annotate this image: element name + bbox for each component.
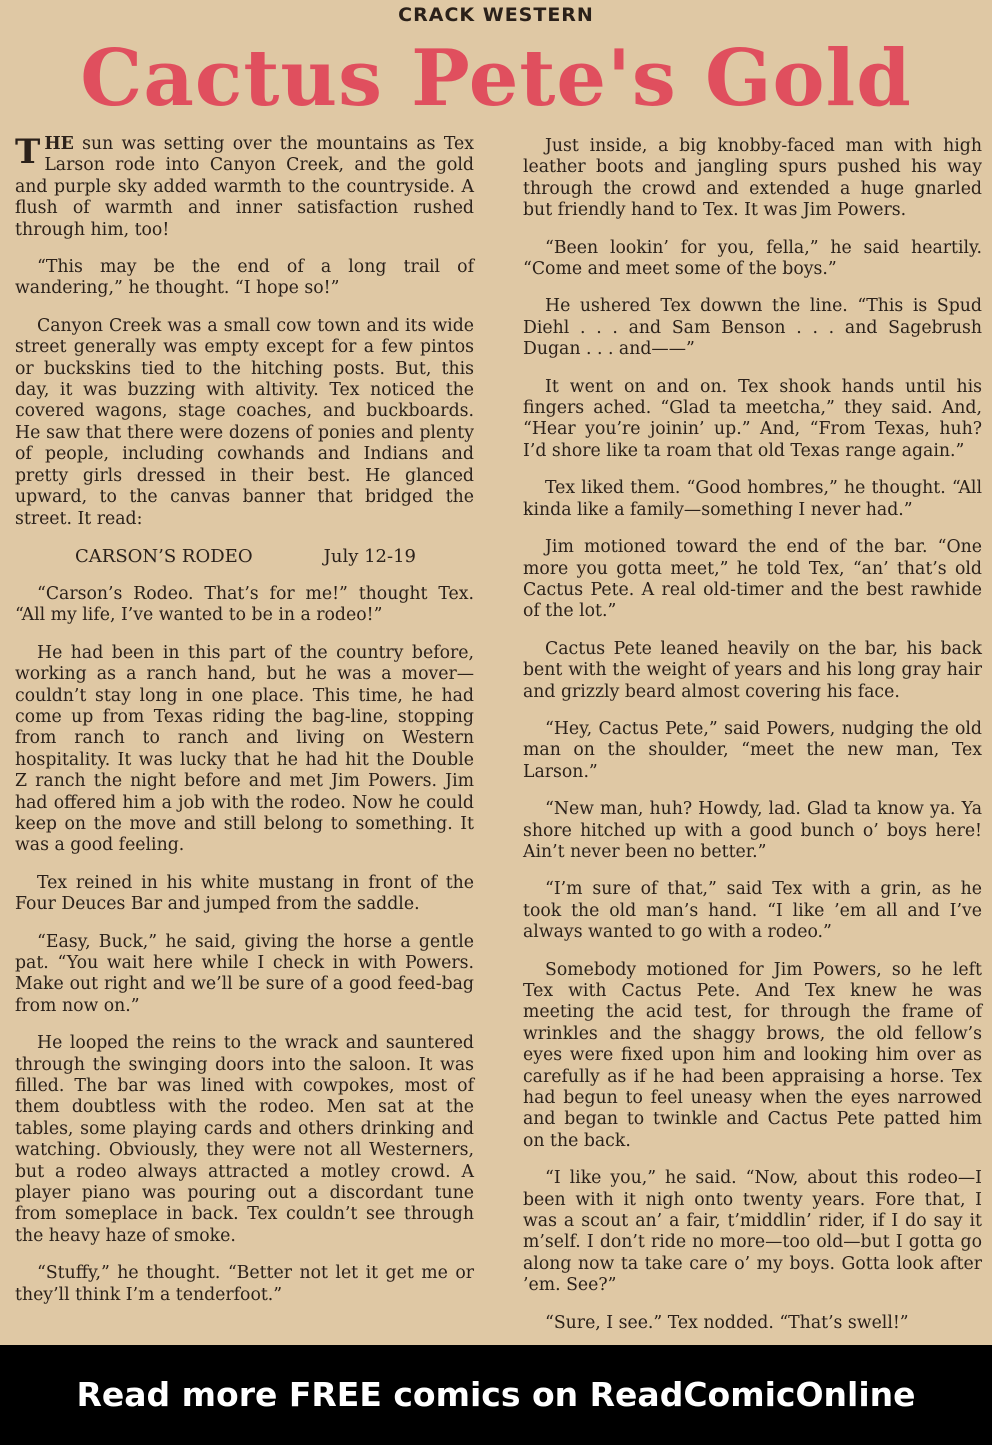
paragraph: Cactus Pete leaned heavily on the bar, his back bent with the weight of years and his long gray hair and grizzly beard almost covering his face. xyxy=(523,638,982,702)
paragraph: It went on and on. Tex shook hands until his fingers ached. “Glad ta meetcha,” they said. And, “Hear you’re joinin’ up.” And, “From Texas, huh? I’d shore like ta roam that old Texas range again.” xyxy=(523,376,982,461)
paragraph: He had been in this part of the country before, working as a ranch hand, but he was a mover—couldn’t stay long in one place. This time, he had come up from Texas riding the bag-line, stopping from ranch to ranch and living on Western hospitality. It was lucky that he had hit the Double Z ranch the night before and met Jim Powers. Jim had offered him a job with the rodeo. Now he could keep on the move and still belong to something. It was a good feeling. xyxy=(15,642,474,856)
paragraph: “Been lookin’ for you, fella,” he said heartily. “Come and meet some of the boys.” xyxy=(523,237,982,280)
paragraph: Canyon Creek was a small cow town and its wide street generally was empty except for a few pintos or buckskins tied to the hitching posts. But, this day, it was buzzing with altivity. Tex noticed the covered wagons, stage coaches, and buckboards. He saw that there were dozens of ponies and plenty of people, including cowhands and Indians and pretty girls dressed in their best. He glanced upward, to the canvas banner that bridged the street. It read: xyxy=(15,315,474,529)
paragraph: “Stuffy,” he thought. “Better not let it get me or they’ll think I’m a tenderfoot.” xyxy=(15,1263,474,1305)
paragraph: Tex reined in his white mustang in front of the Four Deuces Bar and jumped from the saddle. xyxy=(15,872,474,915)
paragraph: “Sure, I see.” Tex nodded. “That’s swell!” xyxy=(545,1312,909,1333)
paragraph: Jim motioned toward the end of the bar. “One more you gotta meet,” he told Tex, “an’ that’s old Cactus Pete. A real old-timer and the best rawhide of the lot.” xyxy=(523,537,982,622)
opening-caps: HE xyxy=(44,134,74,154)
opening-text: sun was setting over the mountains as Tex Larson rode into Canyon Creek, and the gold and purple sky added warmth to the countryside. A flush of warmth and inner satisfaction rushed through him, too! xyxy=(15,134,474,240)
paragraph: Somebody motioned for Jim Powers, so he left Tex with Cactus Pete. And Tex knew he was meeting the acid test, for through the frame of wrinkles and the shaggy brows, the old fellow’s eyes were fixed upon him and looking him over as carefully as if he had been appraising a horse. Tex had begun to feel uneasy when the eyes narrowed and began to twinkle and Cactus Pete patted him on the back. xyxy=(523,959,982,1151)
left-column xyxy=(15,134,474,1322)
paragraph: He looped the reins to the wrack and sauntered through the swinging doors into the saloon. It was filled. The bar was lined with cowpokes, most of them doubtless with the rodeo. Men sat at the tables, some playing cards and others drinking and watching. Obviously, they were not all Westerners, but a rodeo always attracted a motley crowd. A player piano was pouring out a discordant tune from someplace in back. Tex couldn’t see through the heavy haze of smoke. xyxy=(15,1033,474,1246)
paragraph: “New man, huh? Howdy, lad. Glad ta know ya. Ya shore hitched up with a good bunch o’ boys here! Ain’t never been no better.” xyxy=(523,799,982,862)
paragraph: Just inside, a big knobby-faced man with high leather boots and jangling spurs pushed his way through the crowd and extended a huge gnarled but friendly hand to Tex. It was Jim Powers. xyxy=(523,136,982,221)
paragraph xyxy=(15,134,474,241)
paragraph: “Hey, Cactus Pete,” said Powers, nudging the old man on the shoulder, “meet the new man, Tex Larson.” xyxy=(523,718,982,782)
right-column xyxy=(523,136,982,1345)
paragraph: “This may be the end of a long trail of wandering,” he thought. “I hope so!” xyxy=(15,257,474,299)
footer-banner: Read more FREE comics on ReadComicOnline xyxy=(0,1345,992,1445)
banner-name: CARSON’S RODEO xyxy=(75,545,253,567)
banner-dates: July 12-19 xyxy=(323,545,416,567)
rodeo-banner xyxy=(15,546,474,568)
magazine-header: CRACK WESTERN xyxy=(398,4,594,26)
paragraph: “Carson’s Rodeo. That’s for me!” thought Tex. “All my life, I’ve wanted to be in a rodeo!” xyxy=(15,583,474,626)
story-title: Cactus Pete's Gold xyxy=(80,33,912,124)
paragraph: “I’m sure of that,” said Tex with a grin, as he took the old man’s hand. “I like ’em all and I’ve always wanted to go with a rodeo.” xyxy=(523,879,982,943)
drop-cap: T xyxy=(15,132,41,172)
paragraph: “I like you,” he said. “Now, about this rodeo—I been with it nigh onto twenty years. Fore that, I was a scout an’ a fair, t’middlin’ rider, if I do say it m’self. I don’t ride no more—too old—but I gotta go along now ta take care o’ my boys. Gotta look after ’em. See?” xyxy=(523,1168,982,1296)
paragraph: He ushered Tex dowwn the line. “This is Spud Diehl . . . and Sam Benson . . . and Sagebrush Dugan . . . and——” xyxy=(523,296,982,360)
paragraph: “Easy, Buck,” he said, giving the horse a gentle pat. “You wait here while I check in with Powers. Make out right and we’ll be sure of a good feed-bag from now on.” xyxy=(15,931,474,1016)
paragraph: Tex liked them. “Good hombres,” he thought. “All kinda like a family—something I never had.” xyxy=(523,478,982,520)
